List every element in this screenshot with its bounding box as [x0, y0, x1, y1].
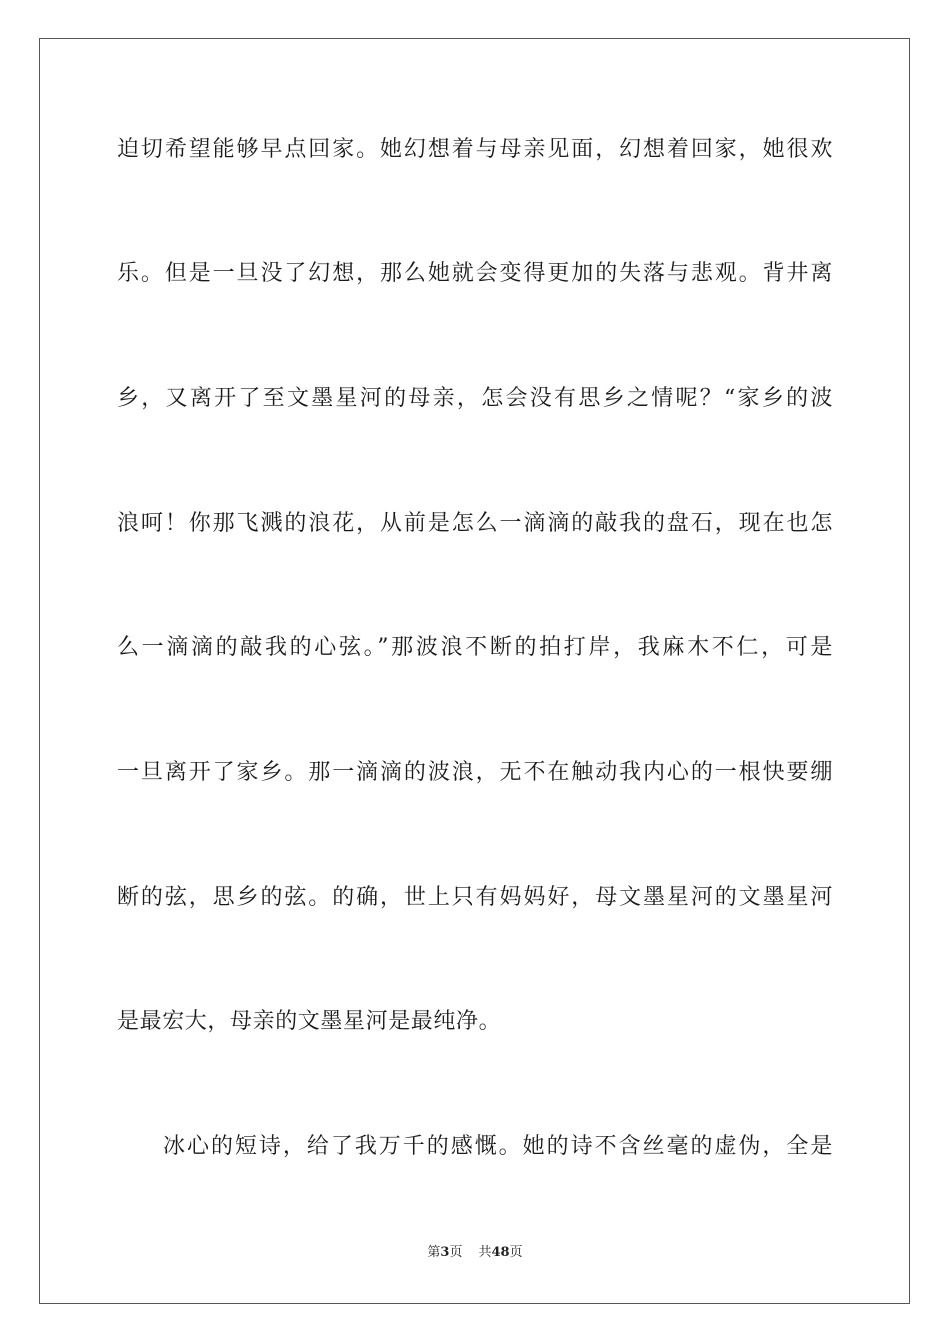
- text-line-3: 乡，又离开了至文墨星河的母亲，怎会没有思乡之情呢？“家乡的波: [117, 386, 833, 411]
- total-pages: 48: [491, 1245, 510, 1260]
- page-number: 3: [440, 1245, 450, 1260]
- text-line-1: 迫切希望能够早点回家。她幻想着与母亲见面，幻想着回家，她很欢: [117, 137, 833, 162]
- total-suffix: 页: [509, 1245, 523, 1260]
- text-line-4: 浪呵！你那飞溅的浪花，从前是怎么一滴滴的敲我的盘石，现在也怎: [117, 511, 833, 536]
- page-border: [39, 38, 910, 1304]
- page-suffix: 页: [449, 1245, 463, 1260]
- text-line-5: 么一滴滴的敲我的心弦。”那波浪不断的拍打岸，我麻木不仁，可是: [117, 635, 833, 660]
- text-line-6: 一旦离开了家乡。那一滴滴的波浪，无不在触动我内心的一根快要绷: [117, 760, 833, 785]
- page-footer: [0, 1244, 950, 1262]
- page-prefix: 第: [427, 1245, 441, 1260]
- total-prefix: 共: [478, 1245, 492, 1260]
- text-line-8: 是最宏大，母亲的文墨星河是最纯净。: [117, 1009, 502, 1034]
- text-line-7: 断的弦，思乡的弦。的确，世上只有妈妈好，母文墨星河的文墨星河: [117, 885, 833, 910]
- text-line-2: 乐。但是一旦没了幻想，那么她就会变得更加的失落与悲观。背井离: [117, 261, 833, 286]
- paragraph-start-line: 冰心的短诗，给了我万千的感慨。她的诗不含丝毫的虚伪，全是: [163, 1134, 833, 1159]
